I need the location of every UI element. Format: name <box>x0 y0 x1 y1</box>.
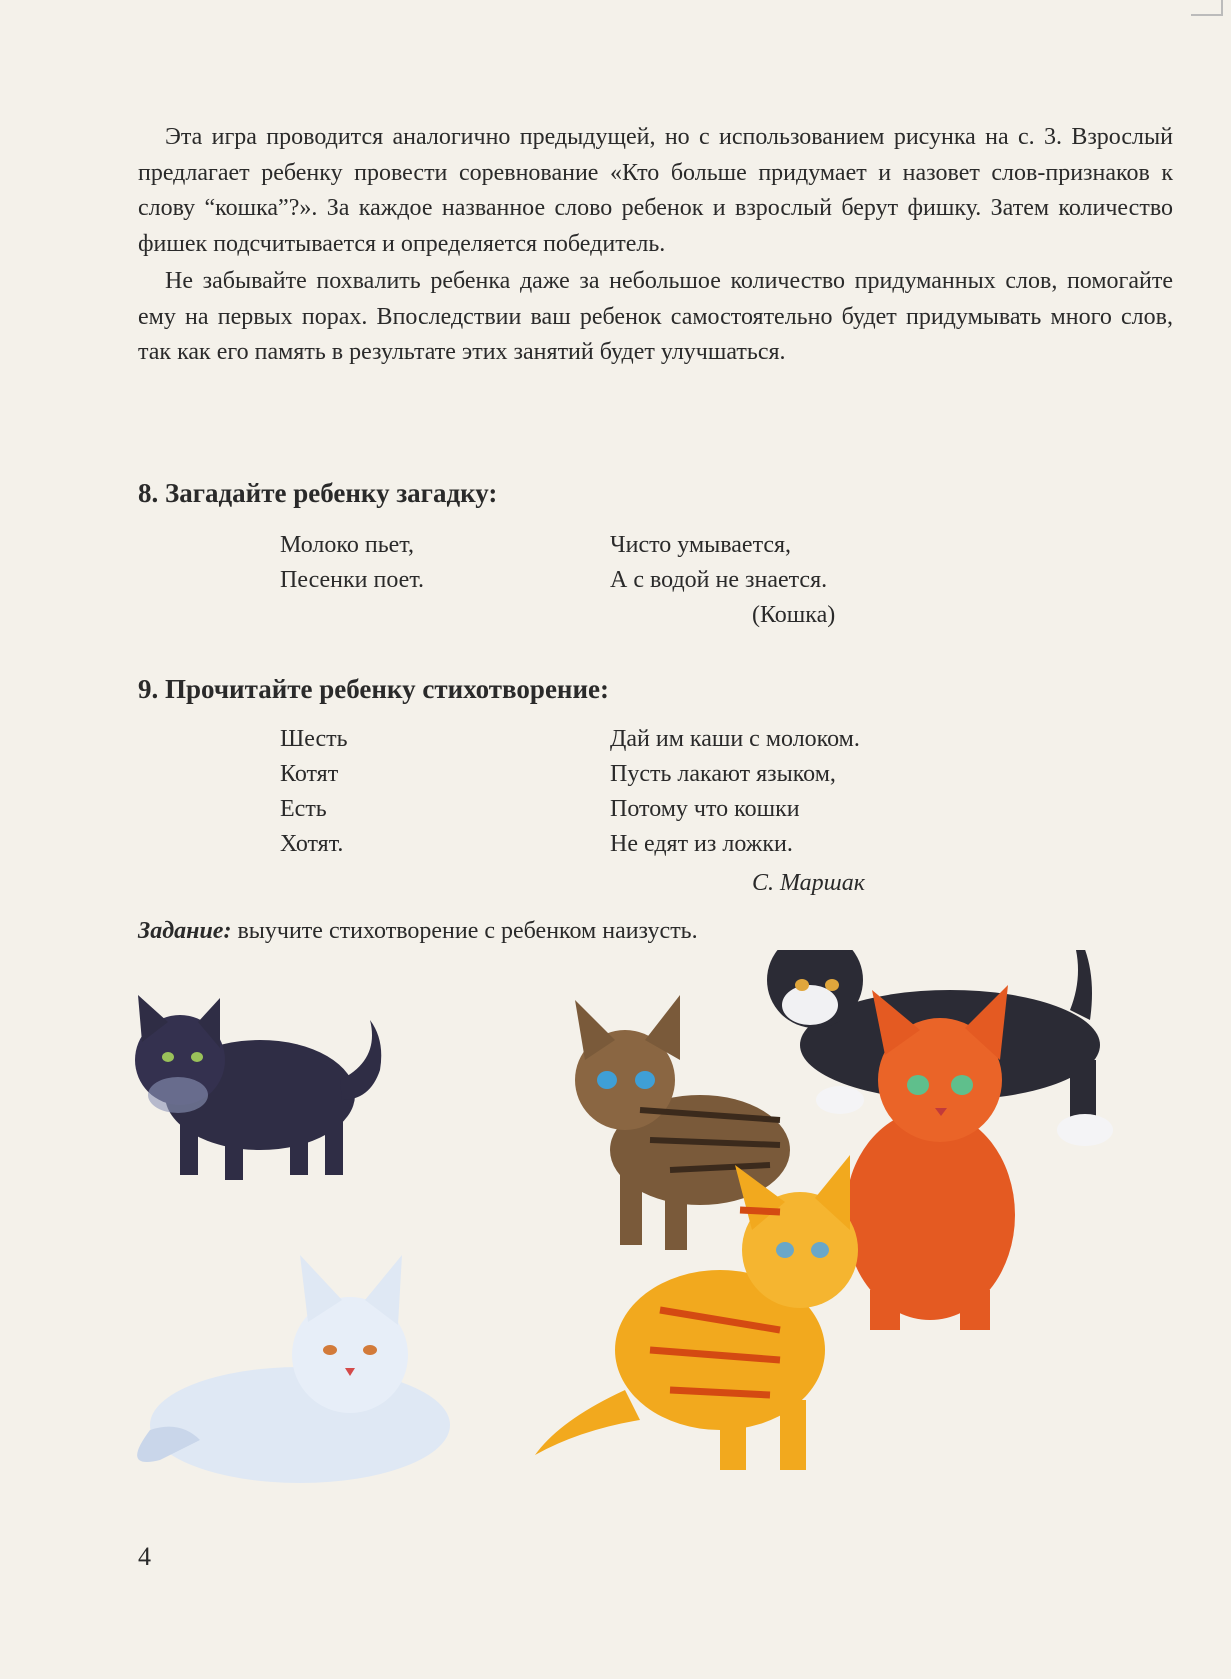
poem-author: С. Маршак <box>752 870 866 896</box>
poem-line-left: Хотят. <box>280 831 344 857</box>
poem-lines <box>280 722 980 862</box>
poem-line-right: Пусть лакают языком, <box>610 761 836 787</box>
riddle-line <box>280 528 980 563</box>
riddle-answer: (Кошка) <box>752 602 836 628</box>
poem-line-right: Дай им каши с молоком. <box>610 726 860 752</box>
poem-line-right: Потому что кошки <box>610 796 800 822</box>
riddle-line <box>280 563 980 598</box>
poem-heading: 9. Прочитайте ребенку стихотворение: <box>138 674 610 704</box>
task-line <box>138 918 698 945</box>
poem-line <box>280 792 980 827</box>
black-kitten-picture <box>135 995 381 1180</box>
poem-line <box>280 827 980 862</box>
poem-line-right: Не едят из ложки. <box>610 831 793 857</box>
poem-line-left: Есть <box>280 796 327 822</box>
poem-line <box>280 722 980 757</box>
task-text: выучите стихотворение с ребенком наизусть. <box>237 918 698 944</box>
poem-line-left: Котят <box>280 761 339 787</box>
paragraph-2: Не забывайте похвалить ребенка даже за небольшое количество придуманных слов, помогайте ему на первых порах. Впоследствии ваш ребенок самостоятельно будет придумывать много слов, так как его память в результате этих занятий будет улучшаться. <box>138 268 1173 365</box>
kittens-illustration <box>80 950 1210 1530</box>
intro-text <box>138 120 1173 371</box>
riddle-line-right: А с водой не знается. <box>610 567 828 593</box>
paragraph-1: Эта игра проводится аналогично предыдущей, но с использованием рисунка на с. 3. Взрослый предлагает ребенку провести соревнование «Кто больше придумает и назовет слов-признаков к слову “кошка”?». За каждое названное слово ребенок и взрослый берут фишку. Затем количество фишек подсчитывается и определяется победитель. <box>138 124 1173 257</box>
riddle-line-right: Чисто умывается, <box>610 532 792 558</box>
poem-line-left: Шесть <box>280 726 348 752</box>
page-number: 4 <box>138 1542 151 1571</box>
white-cat-picture <box>137 1255 450 1483</box>
page-corner-mark <box>1191 0 1223 16</box>
task-label: Задание: <box>138 918 232 944</box>
riddle-heading: 8. Загадайте ребенку загадку: <box>138 478 498 508</box>
riddle-line-left: Песенки поет. <box>280 567 424 593</box>
riddle-line-left: Молоко пьет, <box>280 532 414 558</box>
riddle-lines <box>280 528 980 598</box>
poem-line <box>280 757 980 792</box>
